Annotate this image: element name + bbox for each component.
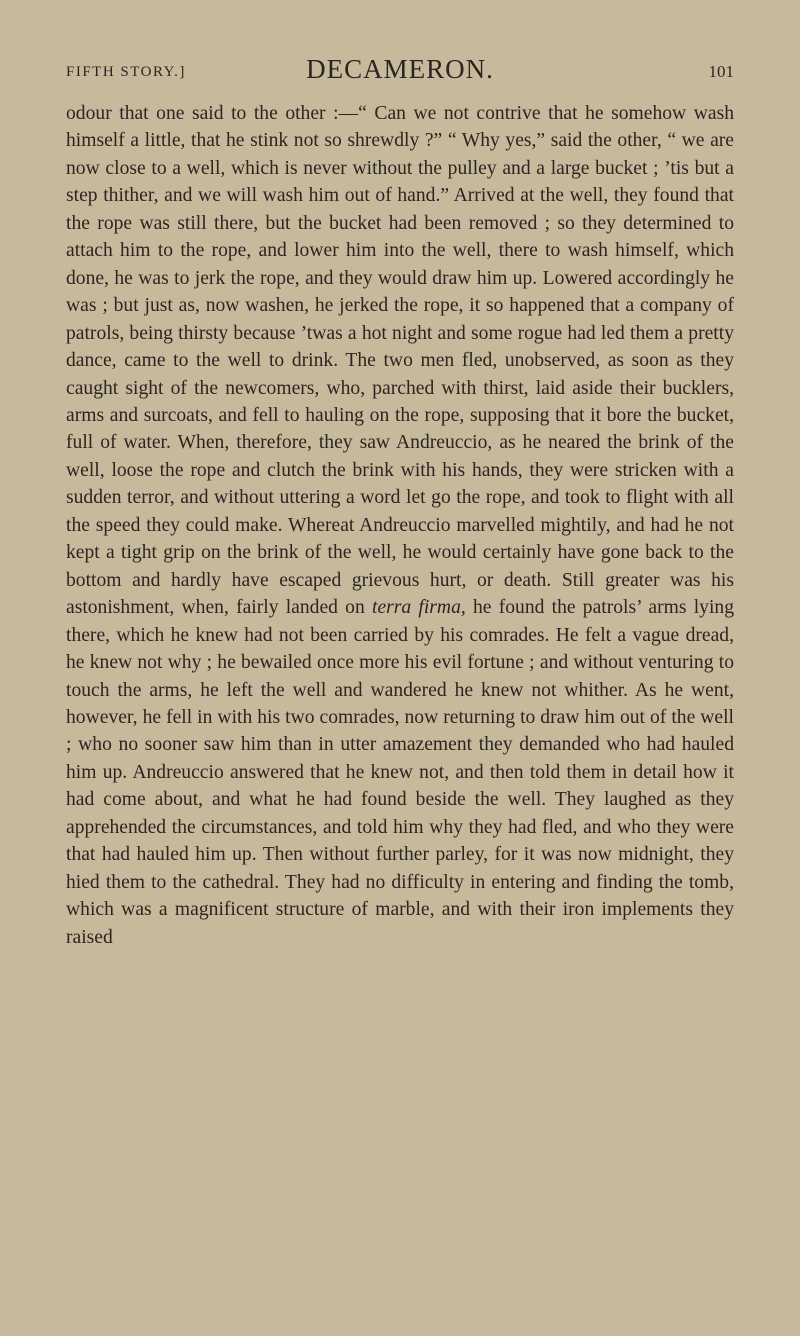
italic-phrase: terra firma [372,597,461,619]
book-title: DECAMERON. [306,54,494,84]
text-segment-1: odour that one said to the other :—“ Can we not contrive that he somehow wash himself a little, that he stink not so shrewdly ?” “ Why yes,” said the other, “ we are now close to a well, which is never without the pulley and a large bucket ; ’tis but a step thither, and we will wash him out of hand.” Arrived at the well, they found that the rope was still there, but the bucket had been removed ; so they determined to attach him to the rope, and lower him into the well, there to wash himself, which done, he was to jerk the rope, and they would draw him up. Lowered accordingly he was ; but just as, now washen, he jerked the rope, it so happened that a company of patrols, being thirsty because ’twas a hot night and some rogue had led them a pretty dance, came to the well to drink. The two men fled, unobserved, as soon as they caught sight of the newcomers, who, parched with thirst, laid aside their bucklers, arms and surcoats, and fell to hauling on the rope, supposing that it bore the bucket, full of water. When, therefore, they saw Andreuccio, as he neared the brink of the well, loose the rope and clutch the brink with his hands, they were stricken with a sudden terror, and without uttering a word let go the rope, and took to flight with all the speed they could make. Whereat Andreuccio marvelled mightily, and had he not kept a tight grip on the brink of the well, he would certainly have gone back to the bottom and hardly have escaped grievous hurt, or death. Still greater was his astonishment, when, fairly landed on [66,103,734,619]
page-header [66,52,734,92]
page-number: 101 [708,62,734,81]
paragraph [66,100,734,951]
text-segment-2: , he found the patrols’ arms lying there, which he knew had not been carried by his comrades. He felt a vague dread, he knew not why ; he bewailed once more his evil fortune ; and without venturing to touch the arms, he left the well and wandered he knew not whither. As he went, however, he fell in with his two comrades, now returning to draw him out of the well ; who no sooner saw him than in utter amazement they demanded who had hauled him up. Andreuccio answered that he knew not, and then told them in detail how it had come about, and what he had found beside the well. They laughed as they apprehended the circumstances, and told him why they had fled, and who they were that had hauled him up. Then without further parley, for it was now midnight, they hied them to the cathedral. They had no difficulty in entering and finding the tomb, which was a magnificent structure of marble, and with their iron implements they raised [66,597,734,948]
body-text [66,100,734,951]
running-head: FIFTH STORY.] [66,64,186,80]
